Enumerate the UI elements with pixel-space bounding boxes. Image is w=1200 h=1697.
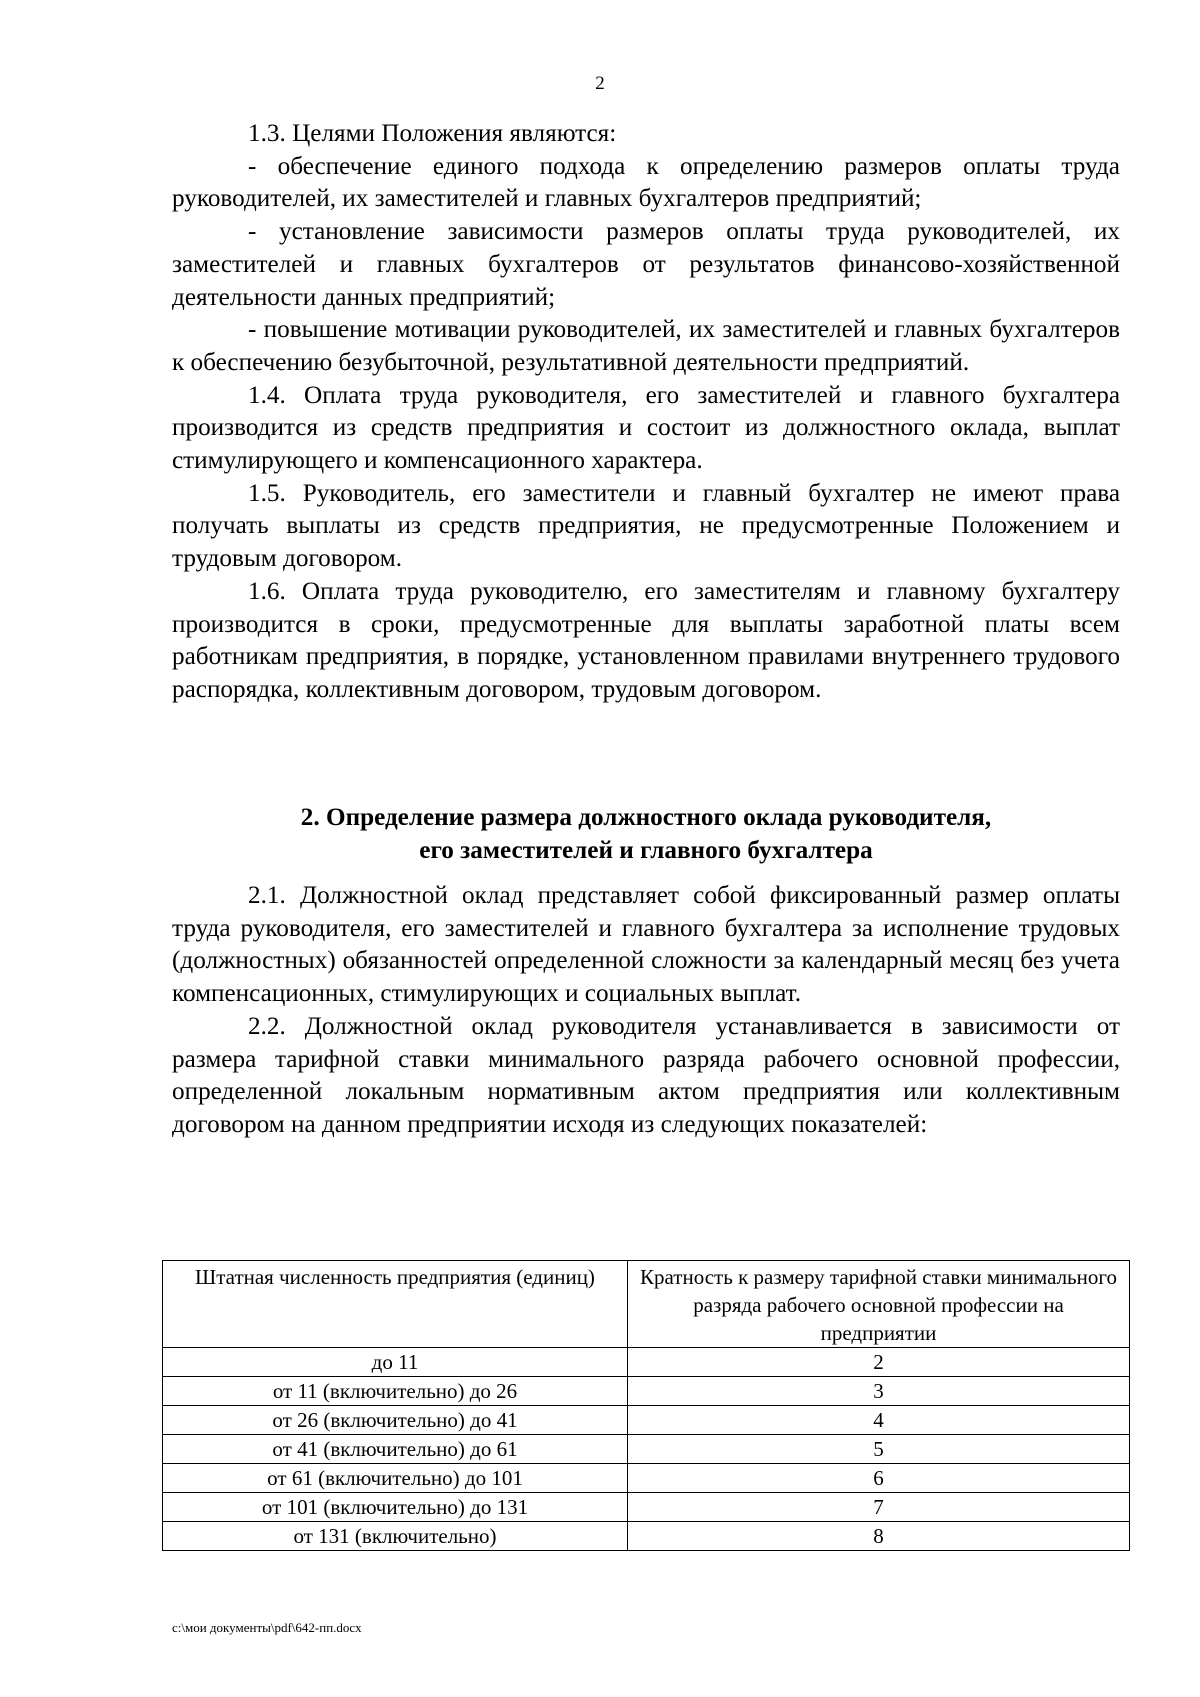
cell-multiplier: 8 — [628, 1522, 1130, 1551]
paragraph-2-1: 2.1. Должностной оклад представляет собой фиксированный размер оплаты труда руководителя, его заместителей и главного бухгалтера за исполнение трудовых (должностных) обязанностей определенной сложности за календарный месяц без учета компенсационных, стимулирующих и социальных выплат. — [172, 882, 1120, 1008]
cell-staff-count: от 11 (включительно) до 26 — [163, 1377, 628, 1406]
salary-multiplier-table — [162, 1260, 1130, 1551]
paragraph-1-3-item-2: - установление зависимости размеров оплаты труда руководителей, их заместителей и главных бухгалтеров от результатов финансово-хозяйственной деятельности данных предприятий; — [172, 218, 1120, 311]
cell-multiplier: 6 — [628, 1464, 1130, 1493]
header-multiplier: Кратность к размеру тарифной ставки минимального разряда рабочего основной профессии на предприятии — [628, 1261, 1130, 1348]
cell-staff-count: от 101 (включительно) до 131 — [163, 1493, 628, 1522]
table-row — [163, 1493, 1130, 1522]
table-row — [163, 1435, 1130, 1464]
section-2-heading-line-2: его заместителей и главного бухгалтера — [419, 836, 873, 864]
table-row — [163, 1406, 1130, 1435]
cell-staff-count: от 41 (включительно) до 61 — [163, 1435, 628, 1464]
cell-staff-count: от 61 (включительно) до 101 — [163, 1464, 628, 1493]
footer-file-path: c:\мои документы\pdf\642-пп.docx — [172, 1620, 362, 1635]
table-header-row — [163, 1261, 1130, 1348]
section-2-heading — [172, 802, 1120, 867]
paragraph-2-2: 2.2. Должностной оклад руководителя устанавливается в зависимости от размера тарифной ставки минимального разряда рабочего основной профессии, определенной локальным нормативным актом предприятия или коллективным договором на данном предприятии исходя из следующих показателей: — [172, 1012, 1120, 1138]
cell-staff-count: от 131 (включительно) — [163, 1522, 628, 1551]
section-2-body — [172, 880, 1120, 1142]
paragraph-1-3-item-1: - обеспечение единого подхода к определению размеров оплаты труда руководителей, их заместителей и главных бухгалтеров предприятий; — [172, 152, 1120, 213]
section-2-heading-line-1: 2. Определение размера должностного оклада руководителя, — [300, 804, 992, 831]
section-1-body — [172, 118, 1120, 707]
cell-multiplier: 4 — [628, 1406, 1130, 1435]
header-staff-count: Штатная численность предприятия (единиц) — [163, 1261, 628, 1348]
table-row — [163, 1464, 1130, 1493]
paragraph-1-3-item-3: - повышение мотивации руководителей, их заместителей и главных бухгалтеров к обеспечению безубыточной, результативной деятельности предприятий. — [172, 316, 1120, 376]
paragraph-1-3: 1.3. Целями Положения являются: — [248, 120, 617, 147]
cell-staff-count: от 26 (включительно) до 41 — [163, 1406, 628, 1435]
cell-multiplier: 5 — [628, 1435, 1130, 1464]
paragraph-1-6: 1.6. Оплата труда руководителю, его заместителям и главному бухгалтеру производится в сроки, предусмотренные для выплаты заработной платы всем работникам предприятия, в порядке, установленном правилами внутреннего трудового распорядка, коллективным договором, трудовым договором. — [172, 577, 1120, 703]
table-row — [163, 1522, 1130, 1551]
cell-multiplier: 2 — [628, 1348, 1130, 1377]
cell-multiplier: 3 — [628, 1377, 1130, 1406]
table-row — [163, 1348, 1130, 1377]
table-row — [163, 1377, 1130, 1406]
cell-multiplier: 7 — [628, 1493, 1130, 1522]
paragraph-1-4: 1.4. Оплата труда руководителя, его заместителей и главного бухгалтера производится из средств предприятия и состоит из должностного оклада, выплат стимулирующего и компенсационного характера. — [172, 381, 1120, 475]
cell-staff-count: до 11 — [163, 1348, 628, 1377]
paragraph-1-5: 1.5. Руководитель, его заместители и главный бухгалтер не имеют права получать выплаты из средств предприятия, не предусмотренные Положением и трудовым договором. — [172, 479, 1120, 573]
page-number: 2 — [595, 73, 605, 94]
